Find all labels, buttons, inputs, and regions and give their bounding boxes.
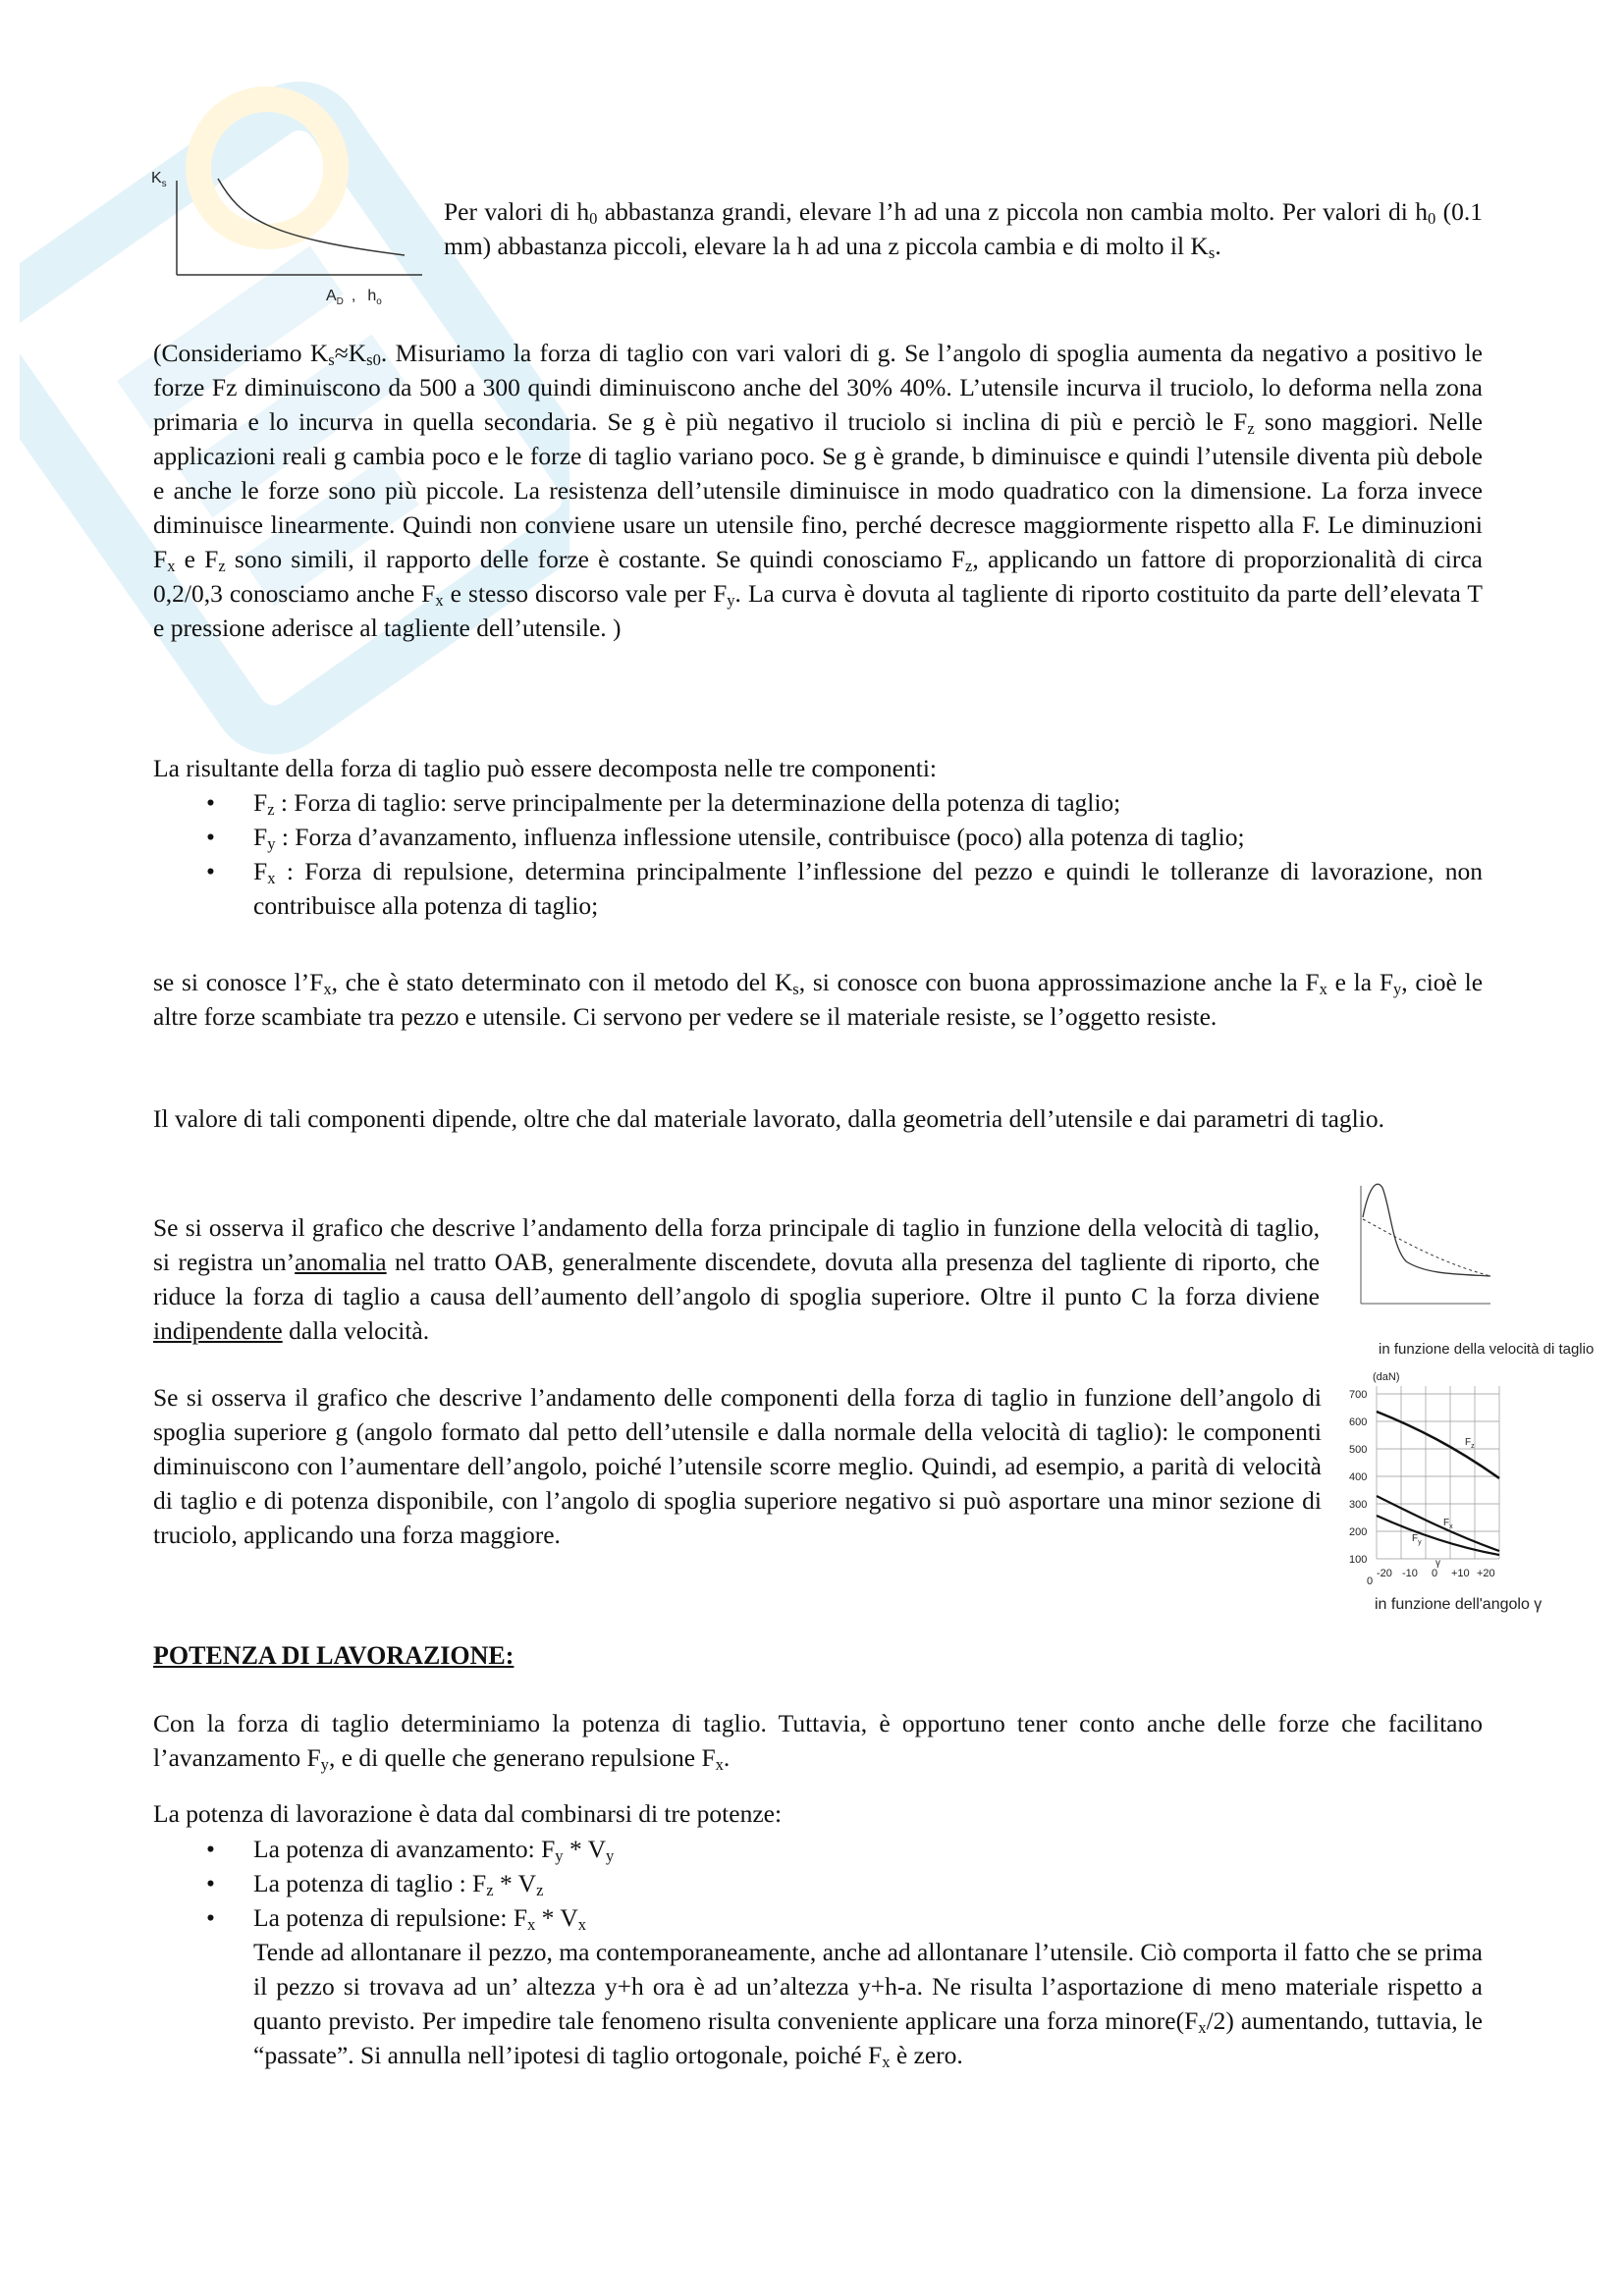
x-tick: -10 (1402, 1568, 1418, 1579)
velocita-dashed-curve (1363, 1219, 1490, 1276)
paragraph-risultante: La risultante della forza di taglio può essere decomposta nelle tre componenti: (153, 754, 938, 782)
paragraph-combinarsi: La potenza di lavorazione è data dal combinarsi di tre potenze: (153, 1799, 783, 1828)
paragraph-repulsione: Tende ad allontanare il pezzo, ma contemporaneamente, anche ad allontanare l’utensile. Ciò comporta il fatto che se prima il pezzo si trovava ad un’ altezza y+h ora è ad un’altezza y+h-a. Ne risulta l’asportazione di meno materiale rispetto a quanto previsto. Per impedire tale fenomeno risulta conveniente applicare una forza $minore(F_x/2)$ aumentando, tuttavia, le “passate”. Si annulla nell’ipotesi di taglio ortogonale, poiché $F_x$ è zero. (253, 1938, 1484, 2072)
x-symbol: γ (1435, 1558, 1440, 1569)
x-tick: +10 (1451, 1568, 1470, 1579)
ks-y-label: $K_s$ (151, 170, 167, 189)
x-tick: +20 (1477, 1568, 1495, 1579)
paragraph-angolo: Se si osserva il grafico che descrive l’andamento delle componenti della forza di taglio in funzione dell’angolo di spoglia superiore g (angolo formato dal petto dell’utensile e dalla normale della velocità di taglio): le componenti diminuiscono con l’aumentare dell’angolo, poiché l’utensile scorre meglio. Quindi, ad esempio, a parità di velocità di taglio e di potenza disponibile, con l’angolo di spoglia superiore negativo si può asportare una minor sezione di truciolo, applicando una forza maggiore. (153, 1383, 1322, 1549)
y-tick: 300 (1349, 1499, 1368, 1511)
paragraph-conosce: se si conosce $l’F_x$, che è stato determinato con il metodo del $K_s$, si conosce con buona approssimazione anche la $F_x$ e la $F_y$, cioè le altre forze scambiate tra pezzo e utensile. Ci servono per vedere se il materiale resiste, se l’oggetto resiste. (153, 968, 1484, 1031)
y-tick: 700 (1349, 1389, 1368, 1401)
ks-curve (218, 179, 405, 255)
list-item: • $F_y$ : Forza d’avanzamento, influenza inflessione utensile, contribuisce (poco) alla potenza di taglio; (206, 823, 1245, 854)
velocita-caption: in funzione della velocità di taglio (1379, 1341, 1595, 1358)
components-list (206, 785, 1483, 923)
paragraph-intro: Per valori di $h_0$ abbastanza grandi, elevare l’h ad una z piccola non cambia molto. Per valori di $h_0$ (0.1 mm) abbastanza piccoli, elevare la h ad una z piccola cambia e di molto il $K_s$. (444, 197, 1483, 263)
paragraph-valore: Il valore di tali componenti dipende, oltre che dal materiale lavorato, dalla geometria dell’utensile e dai parametri di taglio. (153, 1104, 1384, 1133)
paragraph-consideriamo: (Consideriamo $K_s\approx K_{s0}$. Misuriamo la forza di taglio con vari valori di g. Se l’angolo di spoglia aumenta da negativo a positivo le forze Fz diminuiscono da 500 a 300 quindi diminuiscono anche del 30% 40%. L’utensile incurva il truciolo, lo deforma nella zona primaria e lo incurva in quella secondaria. Se g è più negativo il truciolo si inclina di più e perciò le $F_z$ sono maggiori. Nelle applicazioni reali g cambia poco e le forze di taglio variano poco. Se g è grande, b diminuisce e quindi l’utensile diventa più debole e anche le forze sono più piccole. La resistenza dell’utensile diminuisce in modo quadratico con la dimensione. La forza invece diminuisce linearmente. Quindi non conviene usare un utensile fino, perché decresce maggiormente rispetto alla F. Le diminuzioni $F_x$ e $F_z$ sono simili, il rapporto delle forze è costante. Se quindi conosciamo $F_z$, applicando un fattore di proporzionalità di circa 0,2/0,3 conosciamo anche $F_x$ e stesso discorso vale per $F_y$. La curva è dovuta al tagliente di riporto costituito da parte dell’elevata T e pressione aderisce al tagliente dell’utensile. ) (153, 339, 1483, 642)
list-item: • $F_z$ : Forza di taglio: serve principalmente per la determinazione della potenza di taglio; (206, 788, 1121, 820)
powers-list (206, 1832, 1483, 1935)
y-tick: 200 (1349, 1526, 1368, 1538)
list-item: • $F_x$ : Forza di repulsione, determina principalmente l’inflessione del pezzo e quindi le tolleranze di lavorazione, non contribuisce alla potenza di taglio; (206, 857, 1483, 920)
list-item: • La potenza di avanzamento: $F_y * V_y$ (206, 1835, 615, 1866)
velocita-curve (1363, 1184, 1490, 1276)
y-tick: 100 (1349, 1554, 1368, 1566)
ks-curve-figure (147, 169, 432, 316)
angolo-unit: (daN) (1373, 1371, 1400, 1383)
angolo-figure (1347, 1368, 1504, 1594)
y-tick: 500 (1349, 1444, 1368, 1456)
y-tick: 600 (1349, 1416, 1368, 1428)
series-label-fx: $F_x$ (1443, 1518, 1453, 1530)
angolo-caption: in funzione dell'angolo γ (1375, 1596, 1543, 1613)
paragraph-velocita: Se si osserva il grafico che descrive l’andamento della forza principale di taglio in funzione della velocità di taglio, si registra un’anomalia nel tratto OAB, generalmente discendete, dovuta alla presenza del tagliente di riporto, che riduce la forza di taglio a causa dell’aumento dell’angolo di spoglia superiore. Oltre il punto C la forza diviene indipendente dalla velocità. (153, 1213, 1320, 1345)
series-label-fy: $F_y$ (1412, 1533, 1422, 1546)
list-item: • La potenza di taglio : $F_z * V_z$ (206, 1869, 544, 1900)
paragraph-potenza: Con la forza di taglio determiniamo la potenza di taglio. Tuttavia, è opportuno tener conto anche delle forze che facilitano l’avanzamento $F_y$, e di quelle che generano repulsione $F_x$. (153, 1709, 1483, 1775)
x-tick: -20 (1377, 1568, 1392, 1579)
heading-potenza: POTENZA DI LAVORAZIONE: (153, 1641, 514, 1670)
series-label-fz: $F_z$ (1465, 1437, 1475, 1450)
y-tick: 0 (1367, 1575, 1374, 1587)
y-tick: 400 (1349, 1471, 1368, 1483)
ks-x-label: $A_D$ , $h_o$ (326, 288, 382, 307)
series-fy-line (1377, 1516, 1499, 1555)
velocita-figure (1347, 1178, 1494, 1315)
list-item: • La potenza di repulsione: $F_x * V_x$ (206, 1903, 587, 1935)
x-tick: 0 (1432, 1568, 1438, 1579)
